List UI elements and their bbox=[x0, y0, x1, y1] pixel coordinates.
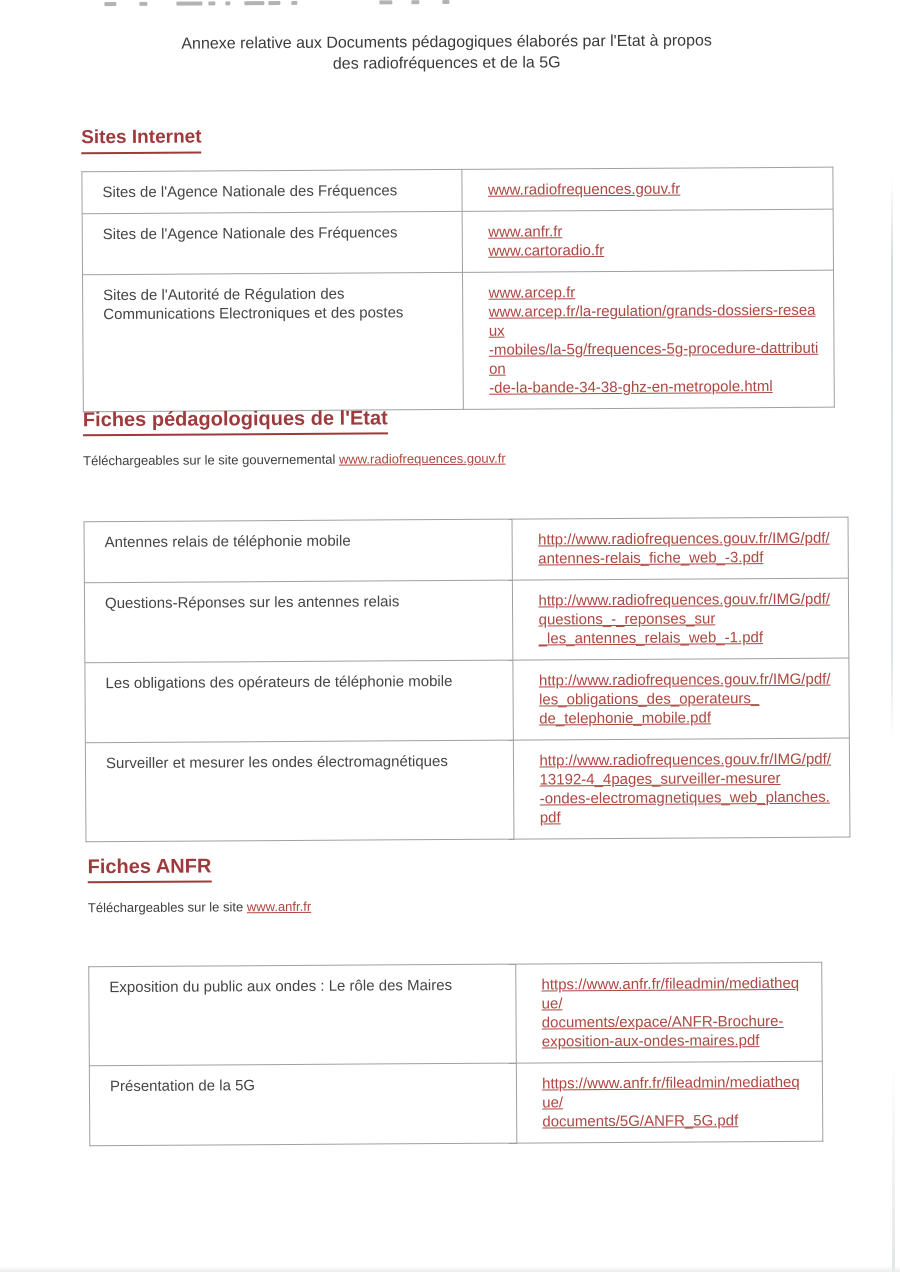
document-link[interactable]: www.arcep.fr bbox=[488, 284, 576, 302]
document-label-cell: Sites de l'Autorité de Régulation des Communications Electroniques et des postes bbox=[83, 272, 464, 411]
document-section bbox=[81, 122, 835, 413]
intro-link[interactable]: www.anfr.fr bbox=[246, 898, 312, 915]
document-label-cell: Surveiller et mesurer les ondes électromagnétiques bbox=[85, 740, 514, 842]
document-label-cell: Présentation de la 5G bbox=[89, 1063, 517, 1146]
document-label-cell: Questions-Réponses sur les antennes relais bbox=[84, 580, 513, 663]
links-table bbox=[88, 962, 823, 1146]
document-links-cell bbox=[512, 517, 848, 580]
links-table bbox=[81, 167, 834, 413]
table-row bbox=[83, 270, 835, 412]
table-row bbox=[89, 1061, 822, 1145]
table-row bbox=[82, 209, 833, 275]
document-link[interactable]: www.radiofrequences.gouv.fr bbox=[487, 180, 681, 199]
table-row bbox=[85, 738, 850, 842]
document-title bbox=[0, 29, 897, 76]
document-section bbox=[83, 404, 851, 843]
document-link[interactable]: https://www.anfr.fr/fileadmin/mediatheque/ documents/5G/ANFR_5G.pdf bbox=[542, 1073, 800, 1131]
intro-text: Téléchargeables sur le site bbox=[87, 899, 247, 916]
document-link[interactable]: http://www.radiofrequences.gouv.fr/IMG/pdf/ 13192-4_4pages_surveiller-mesurer -ondes-electromagnetiques_web_planches.pdf bbox=[539, 750, 832, 827]
document-link[interactable]: http://www.radiofrequences.gouv.fr/IMG/pdf/ les_obligations_des_operateurs_ de_telephonie_mobile.pdf bbox=[538, 670, 831, 728]
document-link[interactable]: https://www.anfr.fr/fileadmin/mediatheque/ documents/expace/ANFR-Brochure- exposition-aux-ondes-maires.pdf bbox=[541, 974, 800, 1051]
section-heading: Fiches ANFR bbox=[88, 851, 822, 883]
document-links-cell bbox=[513, 578, 849, 660]
scan-edge-artifact bbox=[891, 178, 893, 740]
table-row bbox=[89, 962, 823, 1065]
document-links-cell bbox=[463, 209, 834, 272]
intro-link[interactable]: www.radiofrequences.gouv.fr bbox=[338, 450, 506, 467]
document-label-cell: Exposition du public aux ondes : Le rôle des Maires bbox=[89, 964, 517, 1066]
table-row bbox=[85, 658, 849, 743]
document-link[interactable]: http://www.radiofrequences.gouv.fr/IMG/pdf/ antennes-relais_fiche_web_-3.pdf bbox=[538, 529, 830, 568]
document-link[interactable]: www.anfr.fr bbox=[488, 223, 563, 241]
scan-edge-artifact bbox=[892, 1060, 895, 1272]
section-heading: Sites Internet bbox=[81, 122, 833, 155]
document-links-cell bbox=[513, 658, 849, 740]
section-intro bbox=[88, 896, 822, 916]
links-table bbox=[84, 517, 851, 843]
table-row bbox=[84, 578, 848, 663]
table-row bbox=[84, 517, 848, 583]
document-links-cell bbox=[462, 167, 833, 211]
cropped-text-fragment bbox=[0, 0, 896, 8]
document-links-cell bbox=[514, 738, 850, 839]
document-label-cell: Les obligations des opérateurs de téléphonie mobile bbox=[85, 660, 514, 743]
document-link[interactable]: http://www.radiofrequences.gouv.fr/IMG/pdf/ questions_-_reponses_sur _les_antennes_relais_web_-1.pdf bbox=[538, 590, 831, 648]
intro-text: Téléchargeables sur le site gouvernemental bbox=[83, 451, 339, 469]
document-label-cell: Sites de l'Agence Nationale des Fréquences bbox=[82, 169, 463, 213]
document-links-cell bbox=[463, 270, 834, 409]
scan-bottom-artifact bbox=[0, 1266, 900, 1272]
document-section bbox=[88, 851, 824, 1146]
document-label-cell: Antennes relais de téléphonie mobile bbox=[84, 519, 513, 583]
section-heading: Fiches pédagologiques de l'Etat bbox=[83, 404, 848, 437]
section-intro bbox=[83, 449, 848, 470]
document-link[interactable]: www.arcep.fr/la-regulation/grands-dossiers-reseaux -mobiles/la-5g/frequences-5g-procedure-dattribution -de-la-bande-34-38-ghz-en-metropole.html bbox=[488, 301, 819, 397]
document-label-cell: Sites de l'Agence Nationale des Fréquences bbox=[82, 211, 463, 274]
document-link[interactable]: www.cartoradio.fr bbox=[488, 242, 605, 260]
document-title-line1: Annexe relative aux Documents pédagogiques élaborés par l'Etat à propos bbox=[181, 32, 712, 53]
document-links-cell bbox=[516, 962, 822, 1063]
table-row bbox=[82, 167, 833, 214]
document-title-line2: des radiofréquences et de la 5G bbox=[332, 54, 561, 73]
document-links-cell bbox=[516, 1061, 822, 1143]
